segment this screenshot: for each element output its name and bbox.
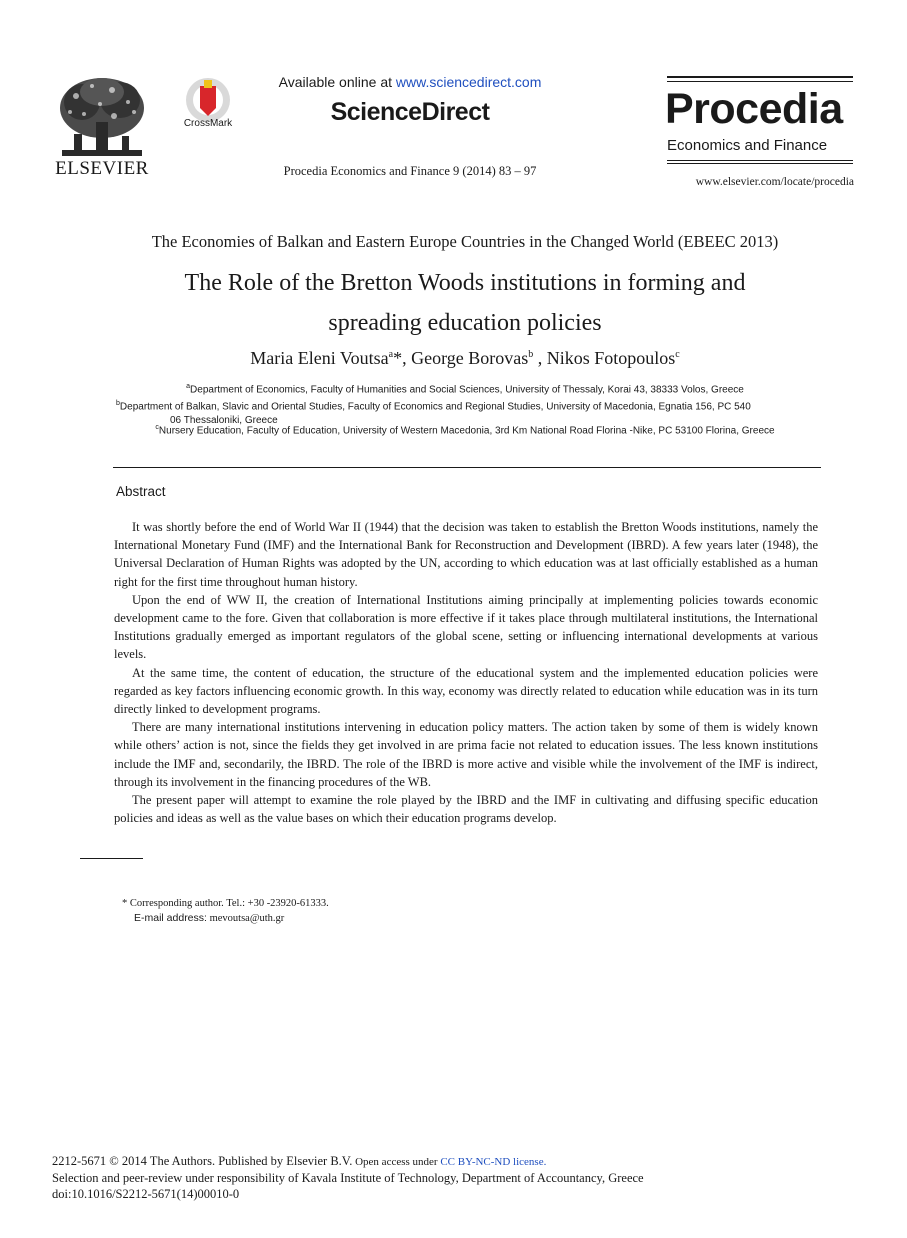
author-list (60, 348, 870, 369)
sciencedirect-title: ScienceDirect (330, 98, 490, 126)
paper-title-line2: spreading education policies (328, 310, 602, 336)
author-separator: , (402, 348, 412, 368)
footnote-rule (80, 858, 143, 859)
author-name: Nikos Fotopoulos (546, 348, 676, 368)
author-corresponding-mark: * (393, 348, 403, 368)
copyright-text: 2212-5671 © 2014 The Authors. Published by Elsevier B.V. (52, 1154, 353, 1168)
procedia-logo-title: Procedia (665, 85, 843, 133)
affiliation-text-cont: 06 Thessaloniki, Greece (170, 415, 278, 427)
abstract-paragraph: The present paper will attempt to examine the role played by the IBRD and the IMF in cultivating and diffusing specific education policies and ideas as well as the value bases on which their education programs develop. (114, 793, 818, 826)
abstract-paragraph: Upon the end of WW II, the creation of International Institutions aiming principally at implementing policies towards economic development came to the fore. Given that collaboration is more effective if it takes place through multilateral institutions, the International Institutions gradually emerged as important regulators of the global scene, setting or influencing international developments at various levels. (114, 592, 818, 662)
affiliation-mark: c (155, 424, 159, 431)
author-affil-mark: b (528, 349, 534, 360)
abstract-body (114, 518, 818, 827)
header-divider (113, 467, 821, 468)
affiliation-mark: a (186, 383, 191, 390)
procedia-bottom-rule-thin (667, 163, 853, 164)
author-affil-mark: c (675, 349, 680, 360)
procedia-top-rule (667, 76, 853, 78)
peer-review-line: Selection and peer-review under responsibility of Kavala Institute of Technology, Department of Accountancy, Greece (52, 1171, 644, 1185)
affiliation-a (60, 383, 870, 395)
footnote-corresponding: * Corresponding author. Tel.: +30 -23920-61333. (122, 898, 329, 909)
author-name: Maria Eleni Voutsa (250, 348, 389, 368)
crossmark-label: CrossMark (183, 118, 233, 129)
footnote-email-value[interactable]: mevoutsa@uth.gr (206, 913, 285, 924)
copyright-line (52, 1154, 546, 1169)
author-affil-mark: a (388, 349, 394, 360)
author-name: George Borovas (411, 348, 529, 368)
paper-title-line1: The Role of the Bretton Woods institutions in forming and (184, 270, 746, 296)
sciencedirect-link[interactable]: www.sciencedirect.com (395, 74, 542, 90)
affiliation-text: Department of Balkan, Slavic and Oriental Studies, Faculty of Economics and Regional Studies, University of Macedonia, Egnatia 156, PC 540 (119, 401, 751, 413)
footnote-email (134, 912, 284, 924)
available-prefix: Available online at (278, 74, 396, 90)
open-access-text: Open access under (352, 1156, 441, 1168)
procedia-logo-subtitle: Economics and Finance (667, 137, 828, 154)
footnote-email-label: E-mail address: (134, 912, 207, 924)
abstract-heading: Abstract (116, 484, 166, 499)
abstract-paragraph: There are many international institutions intervening in education policy matters. The action taken by some of them is widely known while others’ action is not, since the fields they get involved in are prima facie not related to education issues. The less known institutions include the IMF and, secondarily, the IBRD. The role of the IBRD is more active and visible while the involvement of the IMF is indirect, through its involvement in the financing procedures of the WB. (114, 720, 818, 789)
affiliation-mark: b (116, 400, 120, 407)
available-online (250, 74, 570, 90)
abstract-paragraph: It was shortly before the end of World War II (1944) that the decision was taken to establish the Bretton Woods institutions, namely the International Monetary Fund (IMF) and the International Bank for Reconstruction and Development (IBRD). A few years later (1948), the Universal Declaration of Human Rights was adopted by the UN, according to which education was at last officially established as a human right for the first time throughout human history. (114, 520, 818, 589)
author-separator: , (533, 348, 547, 368)
doi-line[interactable]: doi:10.1016/S2212-5671(14)00010-0 (52, 1187, 240, 1201)
procedia-url[interactable]: www.elsevier.com/locate/procedia (695, 176, 854, 188)
affiliation-text: Department of Economics, Faculty of Humanities and Social Sciences, University of Thessaly, Korai 43, 38333 Volos, Greece (190, 384, 744, 396)
journal-reference: Procedia Economics and Finance 9 (2014) 83 – 97 (283, 164, 537, 178)
abstract-paragraph: At the same time, the content of education, the structure of the educational system and the implemented education policies were regarded as key factors influencing economic growth. In this way, economy was directly related to education while education was in its turn directly linked to development programs. (114, 665, 818, 717)
affiliation-c (60, 424, 870, 436)
procedia-top-rule-thin (667, 81, 853, 82)
affiliation-text: Nursery Education, Faculty of Education, University of Western Macedonia, 3rd Km National Road Florina -Nike, PC 53100 Florina, Greece (158, 425, 775, 437)
elsevier-wordmark: ELSEVIER (55, 158, 149, 179)
conference-name: The Economies of Balkan and Eastern Europe Countries in the Changed World (EBEEC 2013) (151, 232, 779, 251)
license-link[interactable]: CC BY-NC-ND license. (440, 1156, 547, 1168)
procedia-bottom-rule (667, 160, 853, 161)
